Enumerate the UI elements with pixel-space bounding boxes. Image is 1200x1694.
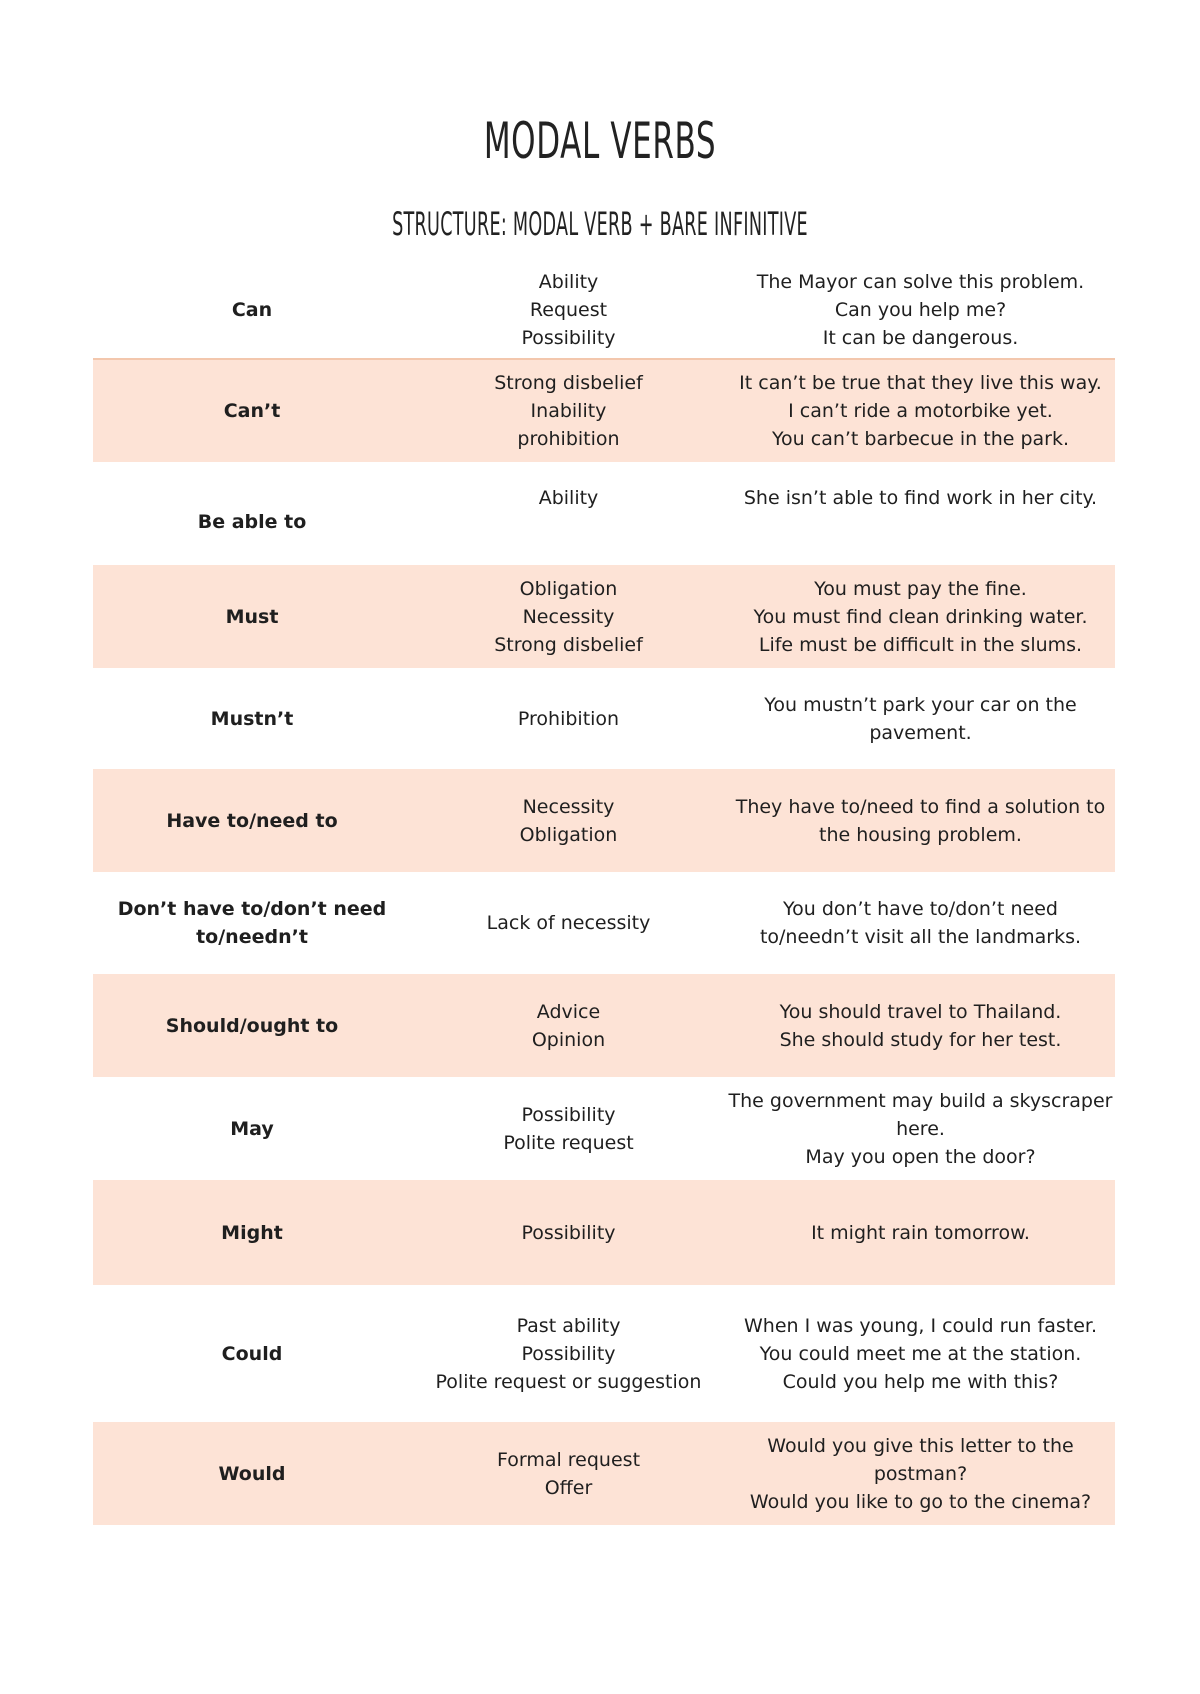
table-row (93, 1180, 1115, 1285)
modal-verb: Have to/need to (166, 809, 338, 832)
table-row (93, 872, 1115, 974)
modal-verbs-table (93, 262, 1115, 1525)
verb-uses: Lack of necessity (486, 912, 651, 934)
page-subtitle: STRUCTURE: MODAL VERB + BARE INFINITIVE (392, 205, 808, 243)
verb-examples: They have to/need to find a solution to the housing problem. (735, 795, 1106, 846)
verb-uses: Past ability Possibility Polite request or suggestion (435, 1314, 702, 1393)
verb-uses: Strong disbelief Inability prohibition (494, 372, 643, 450)
verb-uses: Possibility (521, 1221, 616, 1244)
modal-verb: Would (218, 1462, 286, 1485)
table-row (93, 769, 1115, 872)
table-row (93, 360, 1115, 462)
verb-examples: The government may build a skyscraper here. May you open the door? (728, 1089, 1113, 1168)
verb-examples: It can’t be true that they live this way. I can’t ride a motorbike yet. You can’t barbecue in the park. (739, 372, 1102, 450)
verb-uses: Necessity Obligation (519, 795, 618, 846)
page-title: MODAL VERBS (483, 112, 717, 170)
modal-verb: Must (225, 605, 279, 628)
modal-verb: Be able to (197, 511, 307, 533)
verb-uses: Formal request Offer (496, 1448, 641, 1499)
modal-verb: May (230, 1117, 274, 1140)
table-row (93, 462, 1115, 565)
modal-verb: Mustn’t (210, 707, 294, 730)
verb-examples: You mustn’t park your car on the pavement. (764, 693, 1077, 744)
verb-examples: She isn’t able to find work in her city. (743, 487, 1098, 509)
verb-uses: Advice Opinion (531, 1000, 606, 1051)
verb-examples: You must pay the fine. You must find clean drinking water. Life must be difficult in the slums. (753, 577, 1088, 656)
verb-uses: Ability (538, 487, 599, 509)
modal-verb: Should/ought to (165, 1014, 339, 1037)
modal-verb: Don’t have to/don’t need to/needn’t (117, 898, 387, 948)
verb-uses: Possibility Polite request (503, 1103, 634, 1154)
table-row (93, 1285, 1115, 1422)
table-row (93, 565, 1115, 668)
modal-verb: Could (221, 1342, 283, 1365)
verb-uses: Ability Request Possibility (521, 271, 616, 349)
table-row (93, 974, 1115, 1077)
verb-uses: Prohibition (517, 707, 620, 730)
verb-examples: You don’t have to/don’t need to/needn’t visit all the landmarks. (759, 898, 1082, 948)
table-row (93, 262, 1115, 360)
modal-verb: Can’t (223, 400, 281, 422)
verb-examples: Would you give this letter to the postman? Would you like to go to the cinema? (749, 1434, 1092, 1513)
table-row (93, 668, 1115, 769)
modal-verb: Might (221, 1221, 283, 1244)
modal-verb: Can (231, 299, 273, 321)
verb-examples: When I was young, I could run faster. You could meet me at the station. Could you help me with this? (743, 1314, 1097, 1393)
table-row (93, 1077, 1115, 1180)
verb-uses: Obligation Necessity Strong disbelief (494, 577, 643, 656)
verb-examples: You should travel to Thailand. She should study for her test. (779, 1000, 1062, 1051)
verb-examples: The Mayor can solve this problem. Can you help me? It can be dangerous. (756, 271, 1085, 349)
verb-examples: It might rain tomorrow. (811, 1221, 1030, 1244)
table-row (93, 1422, 1115, 1525)
